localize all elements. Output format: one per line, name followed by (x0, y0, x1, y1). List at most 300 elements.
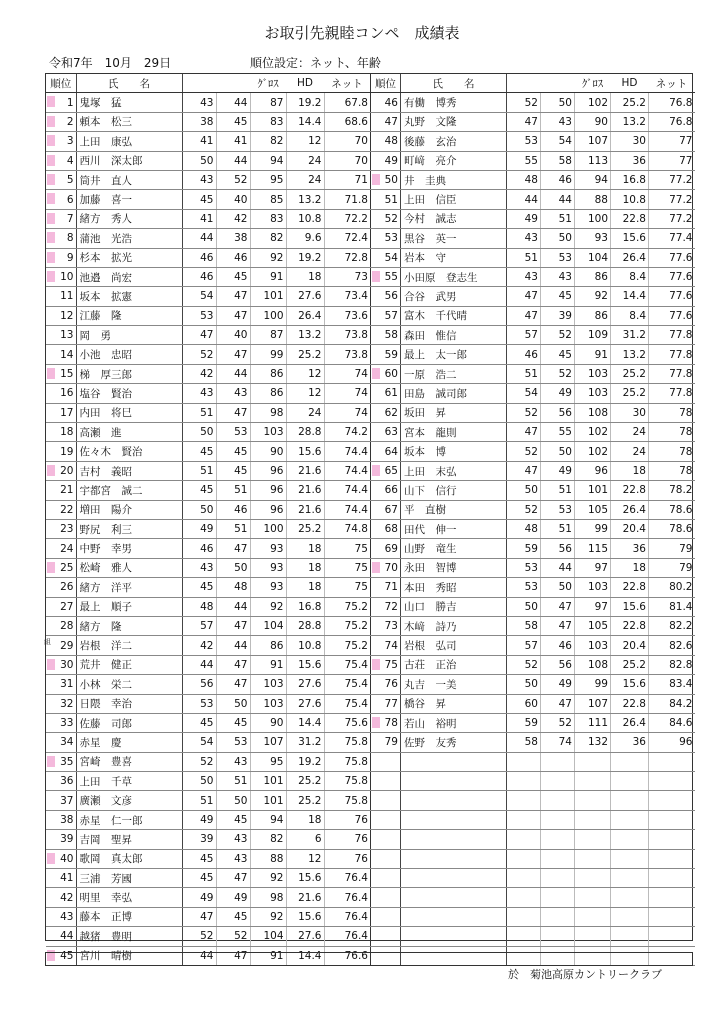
net-score: 74.4 (324, 442, 370, 461)
rank-cell (371, 927, 401, 946)
in-score: 44 (541, 558, 575, 577)
remarks-box (45, 952, 693, 966)
net-score: 78.2 (649, 481, 695, 500)
player-name: 吉岡 聖昇 (76, 830, 182, 849)
in-score (541, 830, 575, 849)
rank-cell (371, 849, 401, 868)
in-score: 49 (541, 461, 575, 480)
net-score: 79 (649, 539, 695, 558)
in-score: 45 (216, 442, 250, 461)
player-name: 若山 裕明 (401, 713, 507, 732)
out-score: 57 (182, 616, 216, 635)
table-row (46, 170, 370, 189)
player-name: 宮川 晴樹 (76, 946, 182, 965)
in-score: 44 (216, 636, 250, 655)
player-name: 永田 智博 (401, 558, 507, 577)
out-score: 52 (507, 442, 541, 461)
table-row (46, 849, 370, 868)
player-name: 中野 幸男 (76, 539, 182, 558)
handicap: 21.6 (286, 461, 324, 480)
player-name: 高瀬 進 (76, 423, 182, 442)
rank-cell: 34 (46, 733, 76, 752)
rank-cell: 33 (46, 713, 76, 732)
handicap: 16.8 (611, 170, 649, 189)
player-name: 歌岡 真太郎 (76, 849, 182, 868)
out-score: 41 (182, 209, 216, 228)
gross-score: 92 (250, 248, 286, 267)
in-score: 56 (541, 539, 575, 558)
rank-cell (46, 636, 76, 655)
in-score: 45 (216, 713, 250, 732)
handicap (611, 810, 649, 829)
rank-cell: 69 (371, 539, 401, 558)
gross-score: 100 (250, 519, 286, 538)
net-score: 75.2 (324, 636, 370, 655)
handicap: 13.2 (286, 326, 324, 345)
handicap: 18 (286, 267, 324, 286)
table-row (46, 287, 370, 306)
in-score: 49 (541, 675, 575, 694)
gross-score: 132 (575, 733, 611, 752)
table-row (371, 442, 695, 461)
out-score: 47 (507, 287, 541, 306)
handicap: 10.8 (611, 190, 649, 209)
venue-label: 於 菊池高原カントリークラブ (508, 968, 662, 981)
handicap: 10.8 (286, 209, 324, 228)
net-score: 77.8 (649, 384, 695, 403)
event-date: 令和7年 10月 29日 (49, 56, 172, 70)
handicap: 25.2 (286, 791, 324, 810)
gross-score: 102 (575, 442, 611, 461)
out-score: 44 (182, 655, 216, 674)
table-row (371, 170, 695, 189)
table-row (371, 229, 695, 248)
out-score: 52 (507, 403, 541, 422)
player-name: 宇都宮 誠二 (76, 481, 182, 500)
player-name: 佐藤 司郎 (76, 713, 182, 732)
table-row (371, 558, 695, 577)
header-rank: 順位 (46, 74, 76, 93)
handicap: 25.2 (611, 364, 649, 383)
out-score: 60 (507, 694, 541, 713)
table-row (371, 461, 695, 480)
table-row (371, 364, 695, 383)
rank-cell: 49 (371, 151, 401, 170)
handicap: 12 (286, 132, 324, 151)
rank-cell: 50 (371, 170, 401, 189)
rank-cell: 45 (46, 946, 76, 965)
rank-cell: 65 (371, 461, 401, 480)
rank-cell: 18 (46, 423, 76, 442)
table-row (371, 830, 695, 849)
gross-score: 105 (575, 616, 611, 635)
table-row (371, 927, 695, 946)
table-row (46, 384, 370, 403)
table-row (46, 132, 370, 151)
player-name: 宮本 龍則 (401, 423, 507, 442)
gross-score: 97 (575, 558, 611, 577)
table-row (46, 655, 370, 674)
table-row (46, 810, 370, 829)
table-row (46, 578, 370, 597)
in-score: 47 (216, 869, 250, 888)
rank-cell: 4 (46, 151, 76, 170)
rank-cell: 27 (46, 597, 76, 616)
rank-cell: 63 (371, 423, 401, 442)
player-name: 岩本 守 (401, 248, 507, 267)
in-score: 53 (541, 500, 575, 519)
gross-score: 86 (250, 364, 286, 383)
rank-cell: 31 (46, 675, 76, 694)
out-score: 51 (507, 248, 541, 267)
rank-cell: 55 (371, 267, 401, 286)
out-score: 44 (507, 190, 541, 209)
in-score: 51 (216, 481, 250, 500)
in-score: 43 (541, 267, 575, 286)
rank-cell: 7 (46, 209, 76, 228)
out-score: 54 (182, 733, 216, 752)
net-score: 76.4 (324, 907, 370, 926)
handicap: 14.4 (286, 112, 324, 131)
player-name: 佐野 友秀 (401, 733, 507, 752)
player-name: 後藤 玄治 (401, 132, 507, 151)
out-score (507, 830, 541, 849)
table-row (46, 345, 370, 364)
rank-cell: 38 (46, 810, 76, 829)
in-score: 41 (216, 132, 250, 151)
player-name: 池邉 尚宏 (76, 267, 182, 286)
handicap: 18 (611, 461, 649, 480)
gross-score: 90 (575, 112, 611, 131)
handicap: 26.4 (286, 306, 324, 325)
table-row (46, 636, 370, 655)
in-score: 58 (541, 151, 575, 170)
in-score: 43 (541, 112, 575, 131)
handicap: 15.6 (611, 675, 649, 694)
out-score: 42 (182, 636, 216, 655)
handicap: 24 (611, 423, 649, 442)
rank-cell: 57 (371, 306, 401, 325)
table-row (371, 539, 695, 558)
handicap: 6 (286, 830, 324, 849)
in-score: 44 (216, 93, 250, 112)
rank-cell: 58 (371, 326, 401, 345)
rank-cell (371, 810, 401, 829)
net-score: 76.8 (649, 93, 695, 112)
handicap: 27.6 (286, 675, 324, 694)
handicap: 28.8 (286, 423, 324, 442)
in-score: 49 (216, 888, 250, 907)
rank-cell: 16 (46, 384, 76, 403)
net-score: 78 (649, 423, 695, 442)
table-row (371, 888, 695, 907)
handicap: 15.6 (286, 869, 324, 888)
handicap: 30 (611, 132, 649, 151)
player-name: 筒井 直人 (76, 170, 182, 189)
rank-cell: 47 (371, 112, 401, 131)
player-name (401, 849, 507, 868)
net-score: 77.2 (649, 209, 695, 228)
out-score: 42 (182, 364, 216, 383)
handicap: 36 (611, 151, 649, 170)
table-row (371, 93, 695, 112)
out-score: 52 (507, 655, 541, 674)
rank-cell: 6 (46, 190, 76, 209)
gross-score: 88 (250, 849, 286, 868)
in-score: 47 (216, 675, 250, 694)
net-score (649, 927, 695, 946)
table-row (371, 345, 695, 364)
net-score: 72.8 (324, 248, 370, 267)
handicap: 24 (286, 170, 324, 189)
gross-score: 101 (575, 481, 611, 500)
handicap: 15.6 (611, 597, 649, 616)
gross-score (575, 849, 611, 868)
handicap: 18 (611, 558, 649, 577)
handicap: 12 (286, 364, 324, 383)
out-score: 39 (182, 830, 216, 849)
gross-score: 107 (575, 694, 611, 713)
rank-cell: 79 (371, 733, 401, 752)
gross-score: 103 (575, 578, 611, 597)
handicap: 24 (611, 442, 649, 461)
in-score: 47 (541, 597, 575, 616)
out-score: 52 (507, 500, 541, 519)
handicap: 18 (286, 578, 324, 597)
net-score: 72.4 (324, 229, 370, 248)
net-score: 77.2 (649, 170, 695, 189)
net-score: 75.4 (324, 655, 370, 674)
gross-score (575, 869, 611, 888)
player-name: 鬼塚 猛 (76, 93, 182, 112)
out-score: 43 (182, 170, 216, 189)
gross-score: 93 (575, 229, 611, 248)
out-score: 45 (182, 442, 216, 461)
out-score: 50 (182, 772, 216, 791)
table-row (371, 326, 695, 345)
out-score: 53 (182, 694, 216, 713)
out-score: 58 (507, 733, 541, 752)
out-score: 49 (507, 209, 541, 228)
player-name: 木﨑 詩乃 (401, 616, 507, 635)
net-score: 75 (324, 558, 370, 577)
in-score: 47 (216, 345, 250, 364)
gross-score: 96 (250, 461, 286, 480)
table-row (371, 132, 695, 151)
player-name: 廣瀬 文彦 (76, 791, 182, 810)
rank-cell: 76 (371, 675, 401, 694)
rank-cell: 32 (46, 694, 76, 713)
gross-score: 108 (575, 403, 611, 422)
in-score: 47 (216, 946, 250, 965)
net-score: 75 (324, 539, 370, 558)
gross-score: 95 (250, 752, 286, 771)
handicap: 27.6 (286, 694, 324, 713)
table-row (46, 229, 370, 248)
net-score (649, 869, 695, 888)
gross-score: 86 (575, 306, 611, 325)
gross-score: 101 (250, 287, 286, 306)
table-row (371, 209, 695, 228)
out-score (507, 888, 541, 907)
net-score: 73 (324, 267, 370, 286)
net-score (649, 830, 695, 849)
rank-cell: 39 (46, 830, 76, 849)
in-score: 46 (541, 170, 575, 189)
results-table (44, 73, 693, 963)
handicap: 27.6 (286, 287, 324, 306)
table-row (371, 752, 695, 771)
net-score (649, 752, 695, 771)
player-name: 上田 康弘 (76, 132, 182, 151)
player-name: 赤星 慶 (76, 733, 182, 752)
in-score: 43 (216, 384, 250, 403)
table-row (46, 481, 370, 500)
player-name: 岩根 弘司 (401, 636, 507, 655)
handicap: 10.8 (286, 636, 324, 655)
rank-cell: 30 (46, 655, 76, 674)
net-score: 74.2 (324, 423, 370, 442)
in-score: 50 (541, 578, 575, 597)
net-score: 75.2 (324, 616, 370, 635)
out-score: 47 (507, 306, 541, 325)
player-name: 合谷 武男 (401, 287, 507, 306)
rank-cell: 10 (46, 267, 76, 286)
out-score: 51 (182, 791, 216, 810)
player-name: 江藤 隆 (76, 306, 182, 325)
table-row (46, 326, 370, 345)
player-name: 山下 信行 (401, 481, 507, 500)
out-score: 47 (182, 326, 216, 345)
gross-score: 90 (250, 442, 286, 461)
player-name: 本田 秀昭 (401, 578, 507, 597)
rank-cell: 56 (371, 287, 401, 306)
gross-score: 90 (250, 713, 286, 732)
gross-score: 87 (250, 93, 286, 112)
player-name: 坂田 昇 (401, 403, 507, 422)
rank-cell: 5 (46, 170, 76, 189)
player-name: 吉村 義昭 (76, 461, 182, 480)
net-score: 77.6 (649, 267, 695, 286)
rank-cell: 44 (46, 927, 76, 946)
in-score: 50 (541, 93, 575, 112)
in-score: 44 (216, 151, 250, 170)
net-score: 84.6 (649, 713, 695, 732)
net-score: 74 (324, 403, 370, 422)
rank-cell: 51 (371, 190, 401, 209)
in-score: 50 (216, 791, 250, 810)
in-score: 48 (216, 578, 250, 597)
net-score (649, 849, 695, 868)
player-name: 古荘 正治 (401, 655, 507, 674)
gross-score: 83 (250, 112, 286, 131)
rank-cell: 66 (371, 481, 401, 500)
gross-score: 98 (250, 888, 286, 907)
net-score: 70 (324, 132, 370, 151)
player-name: 蒲池 光浩 (76, 229, 182, 248)
handicap: 27.6 (286, 927, 324, 946)
out-score: 41 (182, 132, 216, 151)
gross-score: 87 (250, 326, 286, 345)
handicap (611, 927, 649, 946)
out-score: 48 (507, 519, 541, 538)
rank-cell (371, 772, 401, 791)
net-score: 71.8 (324, 190, 370, 209)
gross-score: 113 (575, 151, 611, 170)
out-score: 47 (507, 461, 541, 480)
out-score: 54 (182, 287, 216, 306)
gross-score: 91 (250, 267, 286, 286)
player-name: 一原 浩二 (401, 364, 507, 383)
player-name: 坂本 博 (401, 442, 507, 461)
in-score (541, 888, 575, 907)
out-score: 50 (182, 500, 216, 519)
table-row (371, 519, 695, 538)
handicap: 15.6 (286, 442, 324, 461)
gross-score: 103 (250, 694, 286, 713)
in-score: 52 (216, 927, 250, 946)
handicap: 36 (611, 539, 649, 558)
player-name: 富木 千代晴 (401, 306, 507, 325)
handicap: 22.8 (611, 616, 649, 635)
out-score (507, 791, 541, 810)
gross-score (575, 888, 611, 907)
rank-cell: 9 (46, 248, 76, 267)
in-score: 50 (541, 442, 575, 461)
rank-cell: 15 (46, 364, 76, 383)
player-name: 田島 誠司郎 (401, 384, 507, 403)
net-score: 75 (324, 578, 370, 597)
player-name: 緒方 洋平 (76, 578, 182, 597)
table-row (46, 791, 370, 810)
table-row (46, 306, 370, 325)
player-name: 佐々木 賢治 (76, 442, 182, 461)
in-score: 43 (216, 830, 250, 849)
player-name (401, 869, 507, 888)
table-row (371, 287, 695, 306)
player-name: 森田 惟信 (401, 326, 507, 345)
rank-cell: 54 (371, 248, 401, 267)
rank-cell: 40 (46, 849, 76, 868)
handicap: 12 (286, 384, 324, 403)
results-table-left (46, 74, 370, 966)
net-score: 73.8 (324, 345, 370, 364)
rank-cell: 78 (371, 713, 401, 732)
player-name (401, 907, 507, 926)
net-score: 77.4 (649, 229, 695, 248)
table-row (46, 403, 370, 422)
handicap: 25.2 (611, 655, 649, 674)
gross-score: 86 (250, 636, 286, 655)
in-score: 47 (216, 403, 250, 422)
player-name: 越猪 豊明 (76, 927, 182, 946)
table-row (371, 636, 695, 655)
out-score: 52 (507, 93, 541, 112)
player-name: 小池 忠昭 (76, 345, 182, 364)
in-score: 53 (216, 423, 250, 442)
table-row (46, 151, 370, 170)
in-score: 45 (216, 907, 250, 926)
handicap: 16.8 (286, 597, 324, 616)
player-name (401, 810, 507, 829)
gross-score (575, 791, 611, 810)
handicap: 8.4 (611, 267, 649, 286)
net-score: 78.6 (649, 519, 695, 538)
gross-score: 86 (250, 384, 286, 403)
in-score: 45 (541, 287, 575, 306)
net-score: 75.8 (324, 772, 370, 791)
gross-score: 88 (575, 190, 611, 209)
